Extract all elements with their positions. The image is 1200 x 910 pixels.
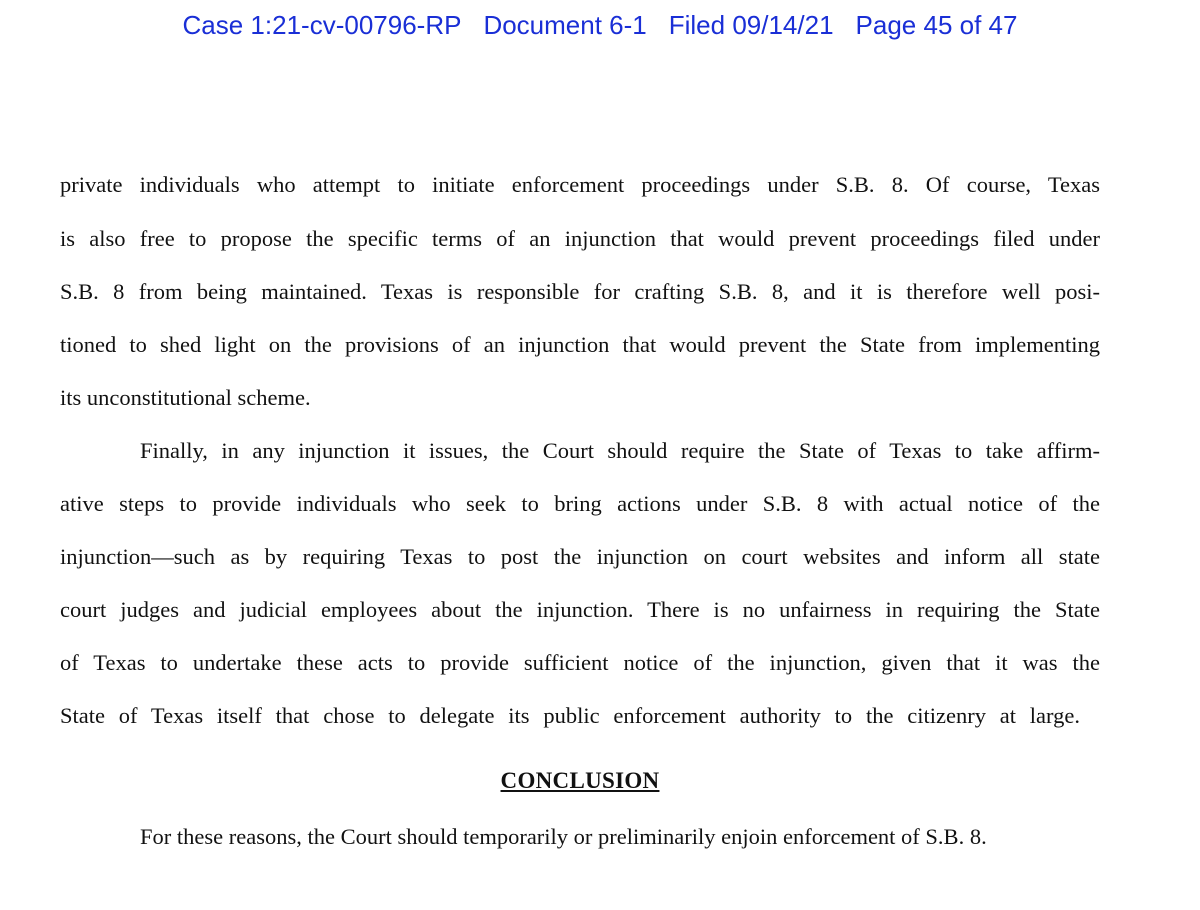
body-line: of Texas to undertake these acts to provide sufficient notice of the injunction, given that it was the bbox=[60, 650, 1100, 675]
conclusion-text: For these reasons, the Court should temporarily or preliminarily enjoin enforcement of S.B. 8. bbox=[140, 824, 987, 849]
case-header bbox=[0, 10, 1200, 41]
body-line: is also free to propose the specific terms of an injunction that would prevent proceedings filed under bbox=[60, 226, 1100, 251]
body-line: State of Texas itself that chose to delegate its public enforcement authority to the citizenry at large. bbox=[60, 703, 1080, 728]
conclusion-heading: CONCLUSION bbox=[500, 768, 660, 793]
document-number: Document 6-1 bbox=[483, 10, 647, 40]
filed-date: Filed 09/14/21 bbox=[668, 10, 834, 40]
body-line: tioned to shed light on the provisions of an injunction that would prevent the State from implementing bbox=[60, 332, 1100, 357]
page-number: Page 45 of 47 bbox=[855, 10, 1018, 40]
body-line: injunction—such as by requiring Texas to post the injunction on court websites and inform all state bbox=[60, 544, 1100, 569]
body-line: ative steps to provide individuals who seek to bring actions under S.B. 8 with actual notice of the bbox=[60, 491, 1100, 516]
body-line: court judges and judicial employees about the injunction. There is no unfairness in requiring the State bbox=[60, 597, 1100, 622]
body-line: S.B. 8 from being maintained. Texas is responsible for crafting S.B. 8, and it is therefore well posi- bbox=[60, 279, 1100, 304]
body-line: private individuals who attempt to initiate enforcement proceedings under S.B. 8. Of course, Texas bbox=[60, 172, 1100, 197]
body-line: its unconstitutional scheme. bbox=[60, 385, 311, 410]
case-number: Case 1:21-cv-00796-RP bbox=[182, 10, 462, 40]
body-line: Finally, in any injunction it issues, the Court should require the State of Texas to take affirm- bbox=[140, 438, 1100, 463]
